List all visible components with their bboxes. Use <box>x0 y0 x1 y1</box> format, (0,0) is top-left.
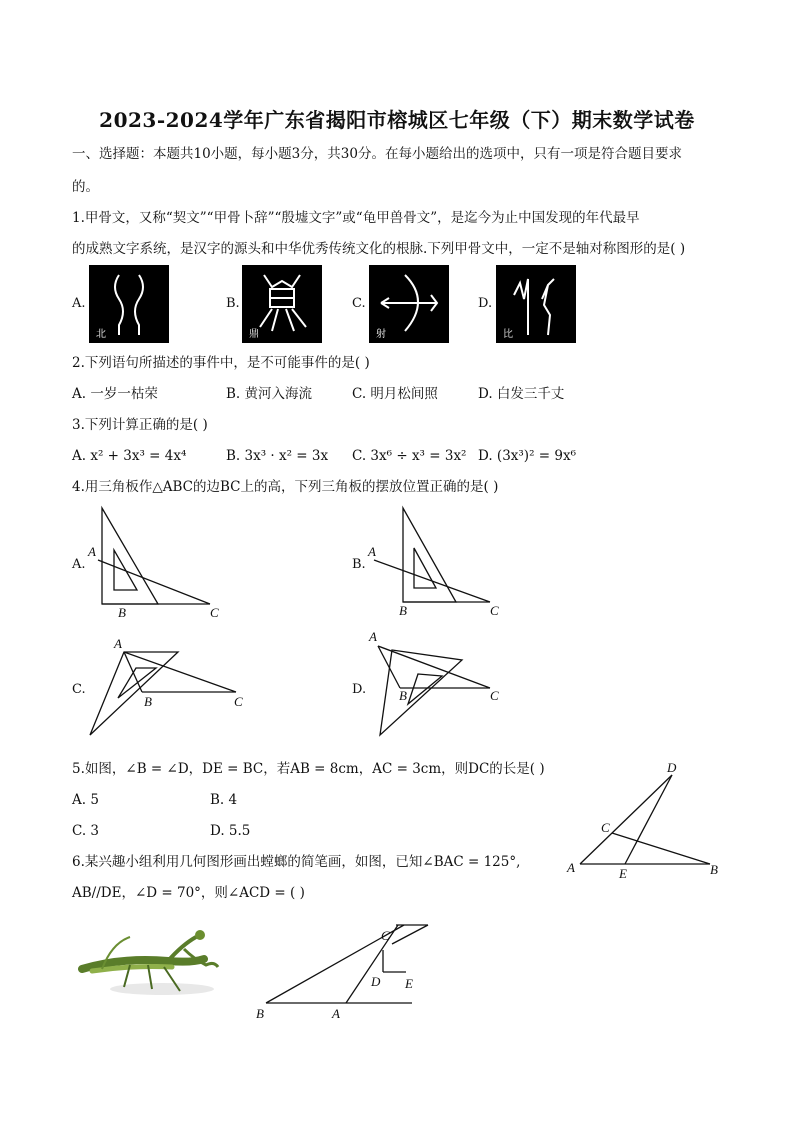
section-instructions-line1: 一、选择题：本题共10小题，每小题3分，共30分。在每小题给出的选项中，只有一项是符合题目要求 <box>72 146 682 162</box>
oracle-glyph-bei-caption: 北 <box>96 329 106 340</box>
q6-point-d-label: D <box>371 974 381 989</box>
q5-point-c-label: C <box>601 820 610 835</box>
q4d-point-c-label: C <box>490 688 499 703</box>
q2-option-b: B. 黄河入海流 <box>226 386 313 402</box>
q2-stem: 2.下列语句所描述的事件中，是不可能事件的是( ) <box>72 355 370 371</box>
q3-option-b: B. 3x³ · x² = 3x <box>226 448 329 464</box>
q6-point-c-label: C <box>381 928 390 943</box>
q4c-point-c-label: C <box>234 694 243 709</box>
q3-option-a: A. x² + 3x³ = 4x⁴ <box>72 448 187 464</box>
q4c-point-b-label: B <box>144 694 152 709</box>
q5-stem: 5.如图，∠B = ∠D，DE = BC，若AB = 8cm，AC = 3cm，则DC的长是( ) <box>72 761 545 777</box>
q1-stem-line2: 的成熟文字系统，是汉字的源头和中华优秀传统文化的根脉.下列甲骨文中，一定不是轴对称图形的是( ) <box>72 241 686 257</box>
q4-option-b-label: B. <box>352 557 366 572</box>
q4d-point-a-label: A <box>369 629 377 644</box>
oracle-glyph-bi-caption: 比 <box>503 329 513 340</box>
q5-option-a: A. 5 <box>72 792 99 808</box>
q1-stem-line1: 1.甲骨文，又称“契文”“甲骨卜辞”“殷墟文字”或“龟甲兽骨文”，是迄今为止中国发现的年代最早 <box>72 210 640 226</box>
q4-option-d-label: D. <box>352 682 367 697</box>
q4a-point-a-label: A <box>88 544 96 559</box>
q4a-point-c-label: C <box>210 605 219 620</box>
q5-point-d-label: D <box>667 760 677 775</box>
q3-stem: 3.下列计算正确的是( ) <box>72 417 208 433</box>
q1-option-b-label: B. <box>226 296 240 311</box>
q4b-point-c-label: C <box>490 603 499 618</box>
q6-point-b-label: B <box>256 1006 264 1021</box>
q4a-point-b-label: B <box>118 605 126 620</box>
q6-point-a-label: A <box>332 1006 340 1021</box>
q5-option-b: B. 4 <box>210 792 238 808</box>
q3-option-c: C. 3x⁶ ÷ x³ = 3x² <box>352 448 467 464</box>
q2-option-c: C. 明月松间照 <box>352 386 438 402</box>
q6-stem-line1: 6.某兴趣小组利用几何图形画出螳螂的简笔画，如图，已知∠BAC = 125°, <box>72 854 521 870</box>
q5-point-e-label: E <box>619 866 627 881</box>
q2-option-d: D. 白发三千丈 <box>478 386 565 402</box>
q5-point-b-label: B <box>710 862 718 877</box>
q4c-point-a-label: A <box>114 636 122 651</box>
section-instructions-line2: 的。 <box>72 179 99 195</box>
q1-option-c-label: C. <box>352 296 366 311</box>
q5-point-a-label: A <box>567 860 575 875</box>
q5-option-c: C. 3 <box>72 823 100 839</box>
oracle-glyph-ding-caption: 鼎 <box>249 329 259 340</box>
q4b-point-b-label: B <box>399 603 407 618</box>
q4d-point-b-label: B <box>399 688 407 703</box>
page-title: 2023-2024学年广东省揭阳市榕城区七年级（下）期末数学试卷 <box>99 108 695 132</box>
q3-option-d: D. (3x³)² = 9x⁶ <box>478 448 576 464</box>
q4b-point-a-label: A <box>368 544 376 559</box>
q2-option-a: A. 一岁一枯荣 <box>72 386 158 402</box>
q1-option-a-label: A. <box>72 296 86 311</box>
q4-stem: 4.用三角板作△ABC的边BC上的高，下列三角板的摆放位置正确的是( ) <box>72 479 499 495</box>
q6-stem-line2: AB//DE，∠D = 70°，则∠ACD = ( ) <box>72 885 305 901</box>
oracle-glyph-she-caption: 射 <box>376 329 386 340</box>
q1-option-d-label: D. <box>478 296 493 311</box>
q4-option-c-label: C. <box>72 682 86 697</box>
q4-option-a-label: A. <box>72 557 86 572</box>
q5-option-d: D. 5.5 <box>210 823 251 839</box>
q6-point-e-label: E <box>405 976 413 991</box>
